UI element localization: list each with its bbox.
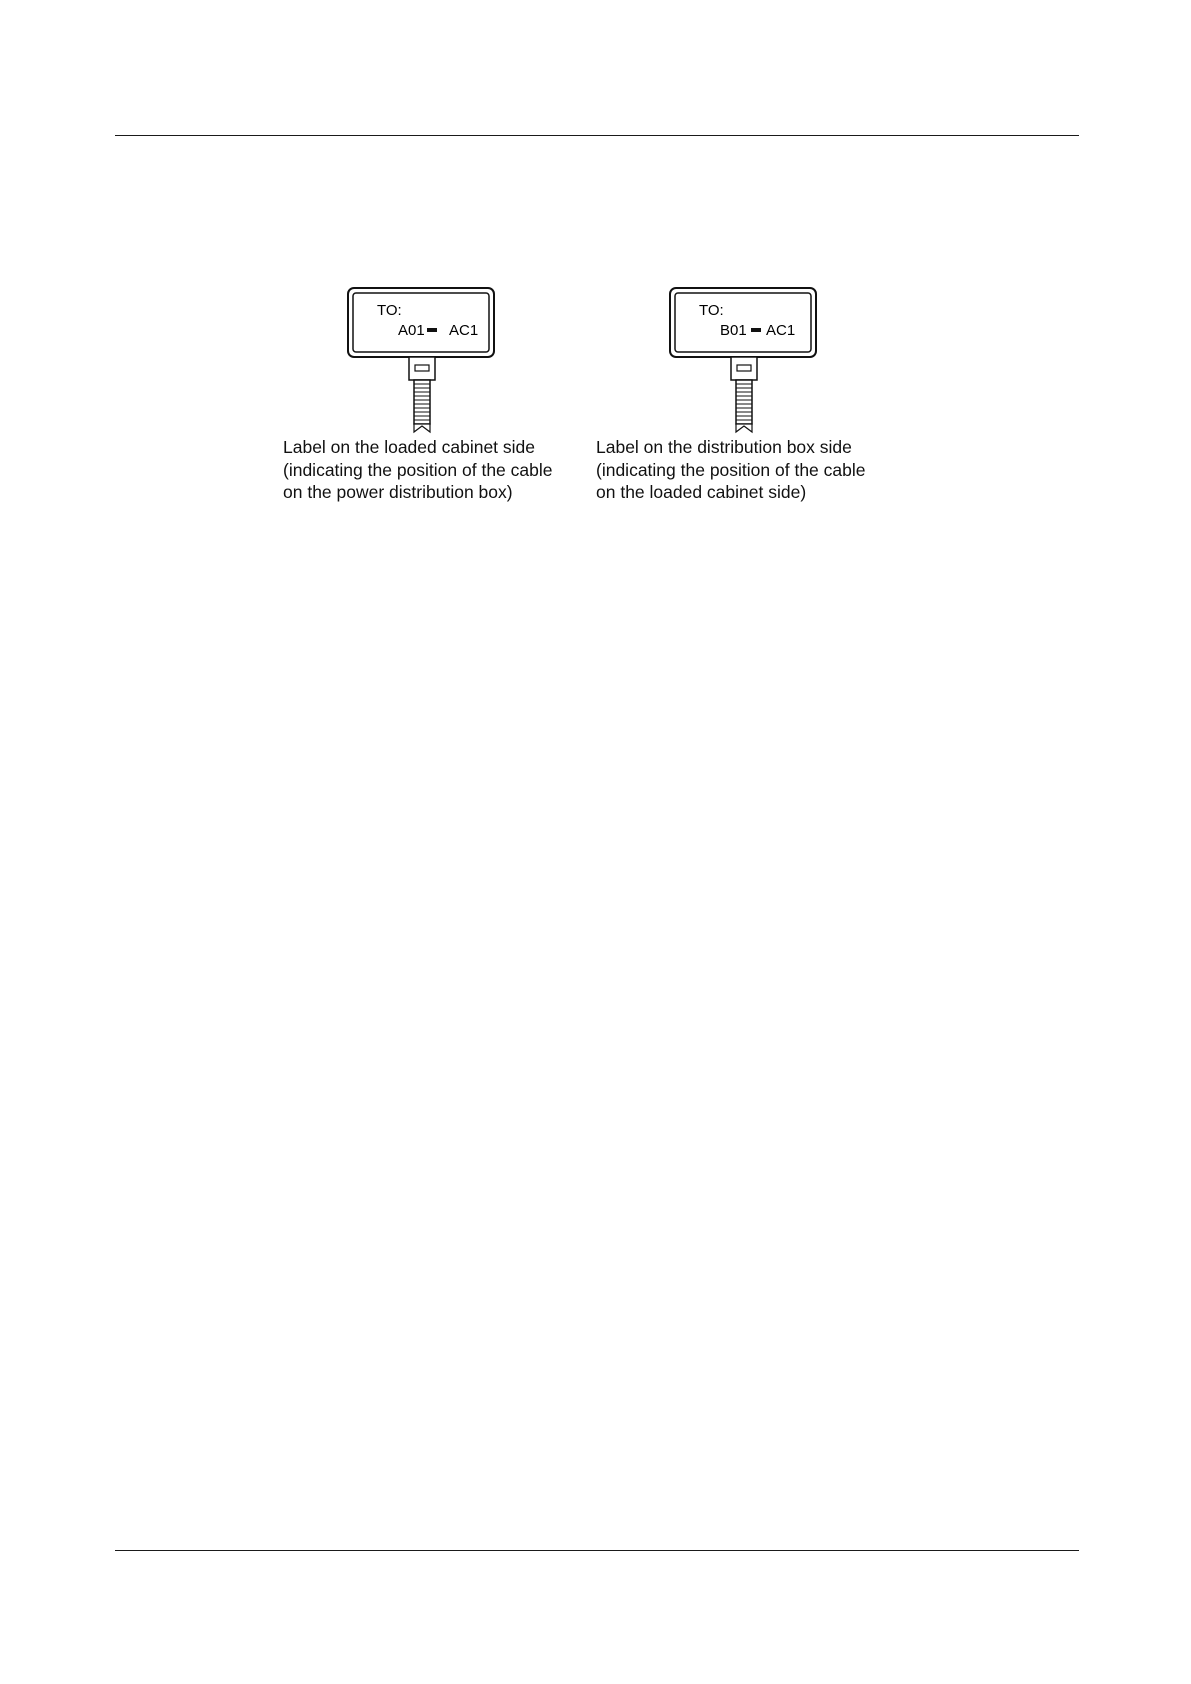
tag-right-caption-line-1: Label on the distribution box side [596, 437, 852, 457]
tag-left-caption-line-3: on the power distribution box) [283, 482, 513, 502]
cable-tag-right-drawing [667, 286, 822, 434]
tag-right-code-left: B01 [720, 322, 747, 339]
tag-left-caption-line-1: Label on the loaded cabinet side [283, 437, 536, 457]
tag-left-caption [283, 436, 552, 504]
tag-right-caption-line-2: (indicating the position of the cable [596, 459, 866, 480]
tag-right-to-label: TO: [699, 302, 724, 319]
tag-left-to-label: TO: [377, 302, 402, 319]
cable-tag-left-drawing [345, 286, 500, 434]
tag-right-caption-line-3: on the loaded cabinet side) [596, 482, 807, 502]
tag-left-code-right: AC1 [449, 322, 479, 339]
tag-left-caption-line-2: (indicating the position of the cable [283, 459, 553, 480]
tag-right-caption [596, 436, 865, 504]
tag-left-code-left: A01 [398, 322, 425, 339]
footer-rule [115, 1550, 1079, 1551]
tag-right-code-right: AC1 [766, 322, 796, 339]
